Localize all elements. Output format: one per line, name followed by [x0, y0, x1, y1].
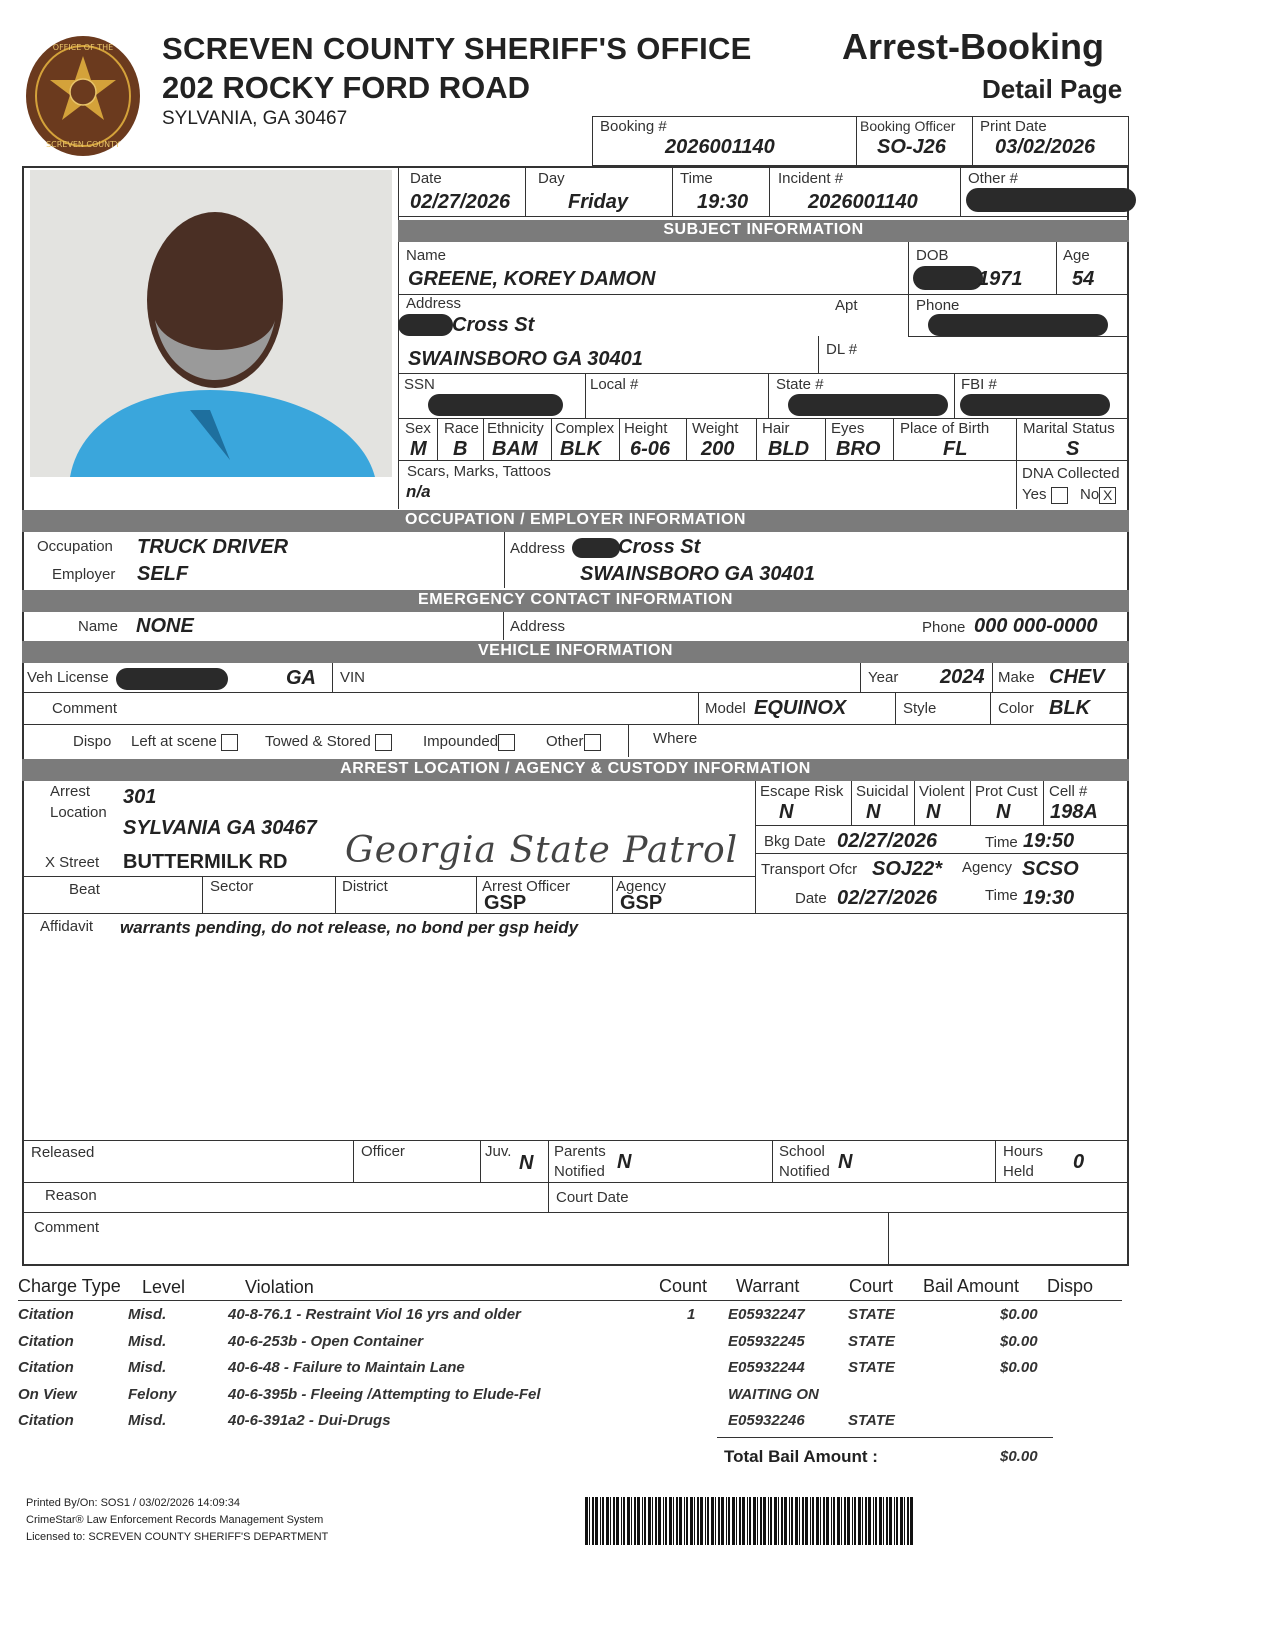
redaction: [398, 314, 453, 336]
ec-name: NONE: [136, 615, 194, 637]
juv-value: N: [519, 1152, 534, 1174]
ethnicity-label: Ethnicity: [487, 420, 544, 437]
booking-officer: SO-J26: [877, 136, 946, 158]
dispo-towed: Towed & Stored: [265, 733, 392, 751]
charge-bail: $0.00: [1000, 1332, 1038, 1350]
charge-bail: $0.00: [1000, 1359, 1038, 1376]
arrest-location-1: 301: [123, 786, 157, 808]
school-notified: N: [838, 1151, 853, 1173]
subject-hair: BLD: [768, 438, 810, 460]
dispo-towed-checkbox[interactable]: [375, 734, 392, 751]
name-label: Name: [406, 247, 447, 264]
occ-address-label: Address: [510, 540, 566, 557]
charge-type: Citation: [18, 1412, 74, 1429]
employer-label: Employer: [52, 566, 116, 583]
time-label: Time: [680, 170, 713, 187]
dl-label: DL #: [826, 341, 858, 358]
veh-make: CHEV: [1049, 666, 1105, 688]
hours-label-1: Hours: [1003, 1143, 1044, 1160]
subject-ethnicity: BAM: [492, 438, 538, 460]
district-label: District: [342, 878, 388, 895]
release-officer-label: Officer: [361, 1143, 405, 1160]
bkg-date-label: Bkg Date: [764, 833, 826, 850]
footer-system: CrimeStar® Law Enforcement Records Management System: [26, 1514, 324, 1526]
office-street: 202 ROCKY FORD ROAD: [162, 70, 531, 105]
redaction: [428, 394, 563, 416]
ec-address-label: Address: [510, 618, 566, 635]
dispo-left-scene-checkbox[interactable]: [221, 734, 238, 751]
year-label: Year: [868, 669, 899, 686]
veh-year: 2024: [940, 666, 985, 688]
arrest-agency: GSP: [620, 892, 663, 914]
marital-label: Marital Status: [1023, 420, 1115, 437]
redaction: [788, 394, 948, 416]
ec-phone: 000 000-0000: [974, 615, 1098, 637]
redaction: [966, 188, 1136, 212]
redaction: [572, 538, 620, 558]
charge-court: STATE: [848, 1306, 895, 1323]
sex-label: Sex: [405, 420, 431, 437]
escape-risk: N: [779, 801, 794, 823]
col-bail: Bail Amount: [923, 1276, 1020, 1296]
charge-count: 1: [687, 1306, 696, 1323]
charge-violation: 40-6-253b - Open Container: [228, 1332, 424, 1350]
xstreet: BUTTERMILK RD: [123, 851, 288, 873]
prot-cust: N: [996, 801, 1011, 823]
arrest-location-label-1: Arrest: [50, 783, 91, 800]
charge-type: Citation: [18, 1306, 74, 1323]
local-label: Local #: [590, 376, 639, 393]
handwritten-agency: Georgia State Patrol: [345, 830, 739, 871]
dna-yes-checkbox[interactable]: [1051, 487, 1068, 504]
redaction: [928, 314, 1108, 336]
incident-date: 02/27/2026: [410, 191, 511, 213]
suicidal: N: [866, 801, 881, 823]
dna-label: DNA Collected: [1022, 465, 1120, 482]
section-arrest: ARREST LOCATION / AGENCY & CUSTODY INFORMATION: [22, 759, 1129, 781]
day-label: Day: [538, 170, 565, 187]
style-label: Style: [903, 700, 937, 717]
charge-warrant: E05932246: [728, 1412, 805, 1429]
arrest-location-label-2: Location: [50, 804, 107, 821]
veh-license-label: Veh License: [27, 669, 109, 686]
charge-court: STATE: [848, 1359, 895, 1376]
violent: N: [926, 801, 941, 823]
incident-time: 19:30: [697, 191, 749, 213]
arrest-officer: GSP: [484, 892, 527, 914]
charge-warrant: E05932245: [728, 1332, 805, 1350]
race-label: Race: [444, 420, 480, 437]
subject-address-1: Cross St: [452, 314, 535, 336]
total-bail-label: Total Bail Amount :: [724, 1447, 878, 1466]
dispo-other-checkbox[interactable]: [584, 734, 601, 751]
subject-age: 54: [1072, 268, 1095, 290]
employer-value: SELF: [137, 563, 189, 585]
ec-phone-label: Phone: [922, 619, 966, 636]
prot-cust-label: Prot Cust: [975, 783, 1038, 800]
hair-label: Hair: [762, 420, 790, 437]
barcode: [585, 1497, 913, 1545]
parents-notified: N: [617, 1151, 632, 1173]
subject-name: GREENE, KOREY DAMON: [408, 268, 656, 290]
charge-warrant: WAITING ON: [728, 1385, 819, 1403]
office-city: SYLVANIA, GA 30467: [162, 108, 348, 129]
redaction: [913, 266, 983, 290]
dispo-impounded: Impounded: [423, 733, 515, 751]
fbi-label: FBI #: [961, 376, 997, 393]
charge-level: Misd.: [128, 1359, 167, 1376]
charge-violation: 40-6-391a2 - Dui-Drugs: [228, 1412, 391, 1429]
footer-licensed: Licensed to: SCREVEN COUNTY SHERIFF'S DEPARTMENT: [26, 1531, 329, 1543]
arrest-location-2: SYLVANIA GA 30467: [123, 817, 317, 839]
make-label: Make: [998, 669, 1035, 686]
state-no-label: State #: [776, 376, 824, 393]
comment-label: Comment: [52, 700, 118, 717]
charge-type: Citation: [18, 1332, 74, 1350]
vin-label: VIN: [340, 669, 366, 686]
transport-agency: SCSO: [1022, 858, 1079, 880]
transport-time-label: Time: [985, 887, 1018, 904]
section-vehicle: VEHICLE INFORMATION: [22, 641, 1129, 663]
juv-label: Juv.: [485, 1143, 512, 1160]
col-dispo: Dispo: [1047, 1276, 1094, 1296]
subject-pob: FL: [943, 438, 968, 460]
dispo-left-scene: Left at scene: [131, 733, 238, 751]
col-violation: Violation: [245, 1277, 314, 1297]
address-label: Address: [406, 295, 462, 312]
sector-label: Sector: [210, 878, 254, 895]
subject-height: 6-06: [630, 438, 671, 460]
charge-violation: 40-6-48 - Failure to Maintain Lane: [228, 1359, 465, 1376]
charge-level: Misd.: [128, 1306, 167, 1323]
charge-level: Misd.: [128, 1332, 167, 1350]
complex-label: Complex: [555, 420, 615, 437]
dob-label: DOB: [916, 247, 949, 264]
dispo-other: Other: [546, 733, 601, 751]
cell-label: Cell #: [1049, 783, 1088, 800]
affidavit-label: Affidavit: [40, 918, 94, 935]
transport-label: Transport Ofcr: [761, 861, 858, 878]
charge-warrant: E05932244: [728, 1359, 805, 1376]
dna-no: No X: [1080, 486, 1116, 504]
transport-date: 02/27/2026: [837, 887, 938, 909]
form-title: Arrest-Booking: [842, 26, 1105, 67]
affidavit-text: warrants pending, do not release, no bond per gsp heidy: [120, 918, 579, 937]
redaction: [116, 668, 228, 690]
subject-marital: S: [1066, 438, 1080, 460]
occupation-label: Occupation: [37, 538, 113, 555]
phone-label: Phone: [916, 297, 960, 314]
sheriff-seal: [24, 34, 142, 158]
incident-day: Friday: [568, 191, 629, 213]
transport-officer: SOJ22*: [872, 858, 943, 880]
beat-label: Beat: [69, 881, 100, 898]
svg-text:SCREVEN COUNTY: SCREVEN COUNTY: [46, 140, 120, 149]
model-label: Model: [705, 700, 746, 717]
escape-risk-label: Escape Risk: [760, 783, 844, 800]
dispo-label: Dispo: [73, 733, 112, 750]
parents-label-2: Notified: [554, 1163, 605, 1180]
transport-time: 19:30: [1023, 887, 1075, 909]
cell-no: 198A: [1050, 801, 1098, 823]
charge-type: Citation: [18, 1359, 74, 1376]
charge-level: Felony: [128, 1385, 177, 1403]
col-warrant: Warrant: [736, 1276, 800, 1296]
section-subject: SUBJECT INFORMATION: [398, 220, 1129, 242]
suicidal-label: Suicidal: [856, 783, 909, 800]
other-no-label: Other #: [968, 170, 1019, 187]
subject-complex: BLK: [560, 438, 602, 460]
parents-label-1: Parents: [554, 1143, 606, 1160]
col-court: Court: [849, 1276, 894, 1296]
booking-no-label: Booking #: [600, 118, 667, 135]
charge-type: On View: [18, 1385, 77, 1403]
transport-date-label: Date: [795, 890, 827, 907]
released-label: Released: [31, 1144, 95, 1161]
occ-address-1: Cross St: [618, 536, 701, 558]
occ-address-2: SWAINSBORO GA 30401: [580, 563, 815, 585]
age-label: Age: [1063, 247, 1090, 264]
agency-label: Agency: [616, 878, 667, 895]
footer-printed: Printed By/On: SOS1 / 03/02/2026 14:09:34: [26, 1497, 241, 1509]
print-date-label: Print Date: [980, 118, 1047, 135]
veh-license-state: GA: [286, 667, 316, 689]
charge-violation: 40-6-395b - Fleeing /Attempting to Elude-Fel: [228, 1385, 541, 1403]
veh-model: EQUINOX: [754, 697, 847, 719]
subject-weight: 200: [701, 438, 735, 460]
section-occupation: OCCUPATION / EMPLOYER INFORMATION: [22, 510, 1129, 532]
dna-no-checkbox[interactable]: X: [1099, 487, 1116, 504]
court-date-label: Court Date: [556, 1189, 629, 1206]
violent-label: Violent: [919, 783, 965, 800]
subject-eyes: BRO: [836, 438, 881, 460]
dispo-impounded-checkbox[interactable]: [498, 734, 515, 751]
charge-level: Misd.: [128, 1412, 167, 1429]
charge-warrant: E05932247: [728, 1306, 805, 1323]
bkg-time-label: Time: [985, 834, 1018, 851]
office-name: SCREVEN COUNTY SHERIFF'S OFFICE: [162, 31, 752, 66]
booking-officer-label: Booking Officer: [860, 118, 956, 134]
col-charge-type: Charge Type: [18, 1276, 121, 1296]
arrest-officer-label: Arrest Officer: [482, 878, 571, 895]
reason-label: Reason: [45, 1187, 97, 1204]
hours-held: 0: [1073, 1151, 1085, 1173]
school-label-2: Notified: [779, 1163, 830, 1180]
agency2-label: Agency: [962, 859, 1013, 876]
col-level: Level: [142, 1277, 186, 1297]
charge-court: STATE: [848, 1412, 895, 1429]
dob-year: 1971: [978, 268, 1023, 290]
incident-no-label: Incident #: [778, 170, 844, 187]
svg-text:OFFICE OF THE: OFFICE OF THE: [52, 43, 114, 52]
subject-race: B: [453, 438, 468, 460]
booking-no: 2026001140: [665, 136, 775, 158]
subject-smt: n/a: [406, 482, 431, 501]
col-count: Count: [659, 1276, 708, 1296]
total-bail: $0.00: [1000, 1448, 1038, 1465]
bkg-time: 19:50: [1023, 830, 1075, 852]
xstreet-label: X Street: [45, 854, 100, 871]
charge-court: STATE: [848, 1332, 895, 1350]
color-label: Color: [998, 700, 1034, 717]
subject-sex: M: [410, 438, 427, 460]
school-label-1: School: [779, 1143, 825, 1160]
date-label: Date: [410, 170, 442, 187]
bkg-date: 02/27/2026: [837, 830, 938, 852]
charge-violation: 40-8-76.1 - Restraint Viol 16 yrs and older: [228, 1306, 521, 1323]
eyes-label: Eyes: [831, 420, 865, 437]
mugshot-photo: [30, 170, 392, 477]
dna-yes: Yes: [1022, 486, 1068, 504]
smt-label: Scars, Marks, Tattoos: [407, 463, 551, 480]
print-date: 03/02/2026: [995, 136, 1096, 158]
height-label: Height: [624, 420, 668, 437]
where-label: Where: [653, 730, 698, 747]
incident-no: 2026001140: [808, 191, 918, 213]
form-subtitle: Detail Page: [982, 74, 1123, 104]
apt-label: Apt: [835, 297, 858, 314]
occupation-value: TRUCK DRIVER: [137, 536, 289, 558]
release-comment-label: Comment: [34, 1219, 100, 1236]
ec-name-label: Name: [78, 618, 119, 635]
subject-address-2: SWAINSBORO GA 30401: [408, 348, 643, 370]
pob-label: Place of Birth: [900, 420, 990, 437]
charge-bail: $0.00: [1000, 1306, 1038, 1323]
veh-color: BLK: [1049, 697, 1091, 719]
ssn-label: SSN: [404, 376, 435, 393]
redaction: [960, 394, 1110, 416]
weight-label: Weight: [692, 420, 739, 437]
hours-label-2: Held: [1003, 1163, 1034, 1180]
section-emergency: EMERGENCY CONTACT INFORMATION: [22, 590, 1129, 612]
